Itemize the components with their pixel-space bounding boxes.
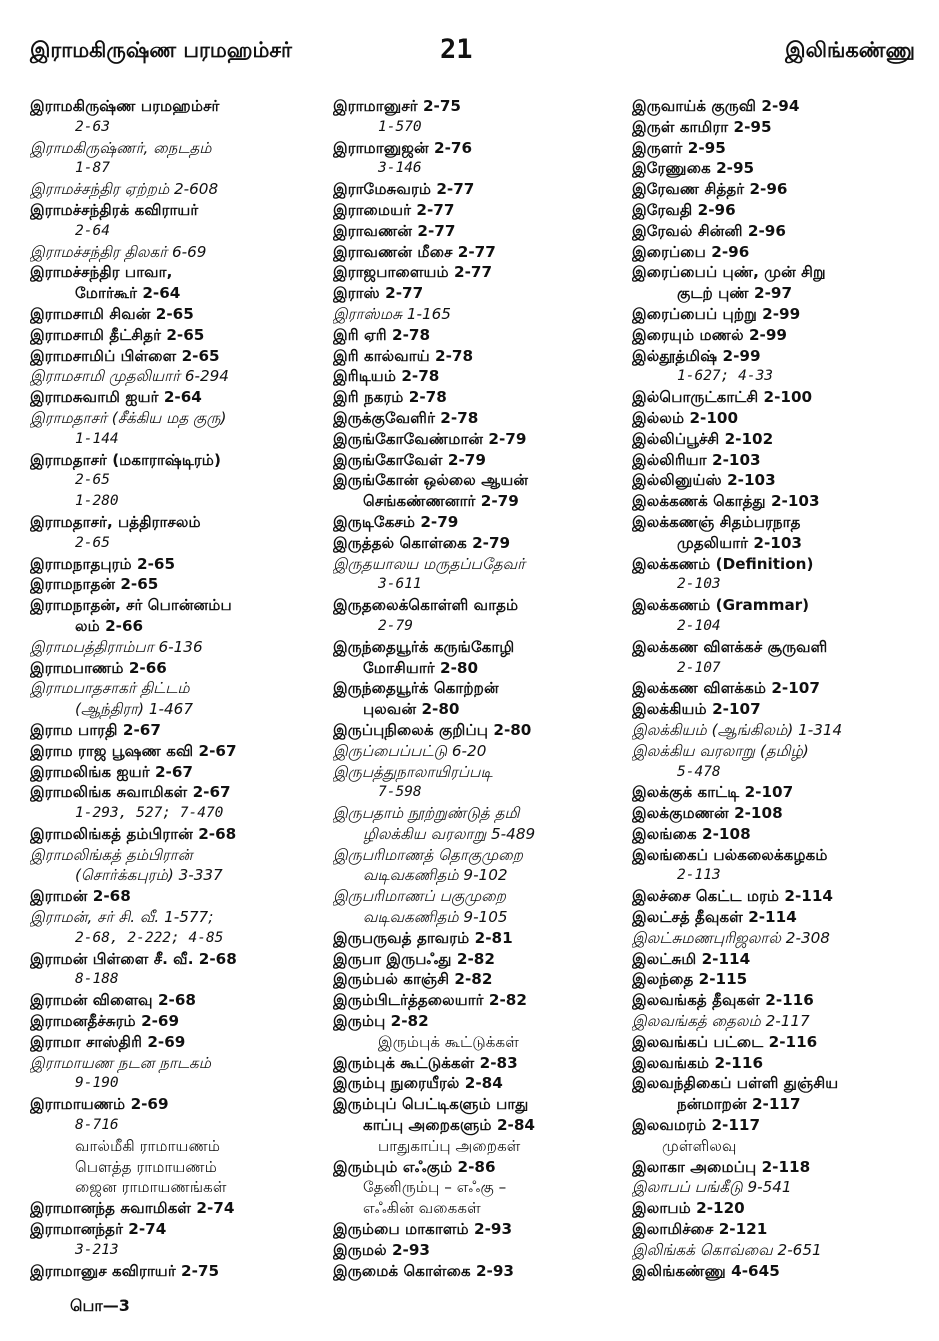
index-line: 2-104: [677, 617, 721, 634]
running-head-last-entry: இலிங்கண்ணு: [785, 38, 915, 62]
index-column-3: [632, 96, 932, 1281]
index-line: மோர்கூர் 2-64: [75, 284, 181, 303]
index-line: இராமசாமி முதலியார் 6-294: [30, 367, 229, 386]
index-line: இலக்கியம் 2-107: [632, 700, 761, 719]
index-line: 1-87: [75, 160, 110, 177]
index-line: இல்பொருட்காட்சி 2-100: [632, 388, 813, 407]
index-line: 2-68, 2-222; 4-85: [75, 929, 224, 946]
index-line: இரும்பிடர்த்தலையார் 2-82: [333, 991, 527, 1010]
index-line: இரேவதி 2-96: [632, 200, 736, 219]
index-line: இருங்கோன் ஒல்லை ஆயன்: [333, 471, 529, 490]
index-column-2: [333, 96, 633, 1281]
index-line: இராமானந்தர் 2-74: [30, 1220, 167, 1239]
index-line: இருந்தையூர்க் கொற்றன்: [333, 679, 499, 698]
index-line: இராமகிருஷ்ண பரமஹம்சர்: [30, 97, 220, 115]
index-line: இலக்குக் காட்டி 2-107: [632, 783, 794, 802]
index-line: இருக்குவேளிர் 2-78: [333, 408, 479, 427]
index-line: இருப்புநிலைக் குறிப்பு 2-80: [333, 720, 532, 739]
index-line: இராமச்சந்திர திலகர் 6-69: [30, 242, 207, 261]
index-line: இராஸ்மசு 1-165: [333, 304, 451, 323]
index-line: இரும்புக் கூட்டுக்கள்: [378, 1032, 519, 1051]
index-line: (ஆந்திரா) 1-467: [75, 700, 193, 719]
index-line: இலவங்கத் தைலம் 2-117: [632, 1012, 810, 1031]
index-line: இராமச்சந்திர பாவா,: [30, 263, 173, 282]
index-line: முதலியார் 2-103: [677, 533, 802, 552]
index-column-1: [30, 96, 330, 1281]
index-line: இருடிகேசம் 2-79: [333, 512, 459, 531]
index-line: 2-103: [677, 576, 721, 593]
index-line: (சொர்க்கபுரம்) 3-337: [75, 866, 223, 885]
index-line: இராமானந்த சுவாமிகள் 2-74: [30, 1199, 235, 1218]
index-line: இராமபாதசாகர் திட்டம்: [30, 679, 190, 698]
index-line: இராமச்சந்திர ஏற்றம் 2-608: [30, 180, 219, 199]
index-line: இரும்பு 2-82: [333, 1012, 429, 1031]
index-line: இலிங்கக் கொவ்வை 2-651: [632, 1240, 822, 1259]
index-line: ஜைன ராமாயணங்கள்: [75, 1178, 227, 1197]
index-line: இராமலிங்கத் தம்பிரான் 2-68: [30, 824, 237, 843]
index-line: பாதுகாப்பு அறைகள்: [378, 1136, 521, 1155]
index-line: இராமையர் 2-77: [333, 200, 455, 219]
index-line: இராமலிங்க சுவாமிகள் 2-67: [30, 783, 231, 802]
index-line: இரையும் மணல் 2-99: [632, 325, 787, 344]
index-line: இலாபம் 2-120: [632, 1199, 745, 1218]
index-line: இருபா இருபஃது 2-82: [333, 949, 495, 968]
index-line: வடிவகணிதம் 9-105: [363, 908, 508, 927]
index-line: 2-65: [75, 472, 110, 489]
index-line: 8-188: [75, 971, 119, 988]
index-line: இராமாயணம் 2-69: [30, 1095, 169, 1114]
index-line: குடற் புண் 2-97: [677, 284, 793, 303]
index-line: இராமதாசர் (சீக்கிய மத குரு): [30, 408, 227, 427]
index-line: இலக்கண விளக்கம் 2-107: [632, 679, 820, 698]
index-line: இருங்கோவேள் 2-79: [333, 450, 486, 469]
index-line: இலக்கண விளக்கச் சூருவளி: [632, 637, 828, 656]
index-line: லம் 2-66: [75, 616, 144, 635]
index-line: இருளர் 2-95: [632, 138, 726, 157]
index-line: இலவங்கப் பட்டை 2-116: [632, 1032, 818, 1051]
index-line: இராமன், சர் சி. வீ. 1-577;: [30, 908, 214, 927]
index-line: இருதயாலய மருதப்பதேவர்: [333, 554, 526, 573]
index-line: செங்கண்ணனார் 2-79: [363, 492, 519, 511]
index-line: இரும்பல் காஞ்சி 2-82: [333, 970, 493, 989]
index-line: இராஸ் 2-77: [333, 284, 424, 303]
index-line: இராமச்சந்திரக் கவிராயர்: [30, 200, 199, 219]
index-line: இராமானுஜன் 2-76: [333, 138, 473, 157]
index-line: இராமன் 2-68: [30, 887, 131, 906]
index-line: இலந்தை 2-115: [632, 970, 748, 989]
index-line: பௌத்த ராமாயணம்: [75, 1157, 217, 1176]
index-line: 3-213: [75, 1241, 119, 1258]
index-line: புலவன் 2-80: [363, 700, 460, 719]
index-line: 1-570: [378, 118, 422, 135]
index-line: இருந்தையூர்க் கருங்கோழி: [333, 637, 515, 656]
index-line: இராமலிங்கத் தம்பிரான்: [30, 845, 193, 864]
index-line: எஃகின் வகைகள்: [363, 1199, 481, 1218]
index-line: இலவங்கத் தீவுகள் 2-116: [632, 991, 814, 1010]
index-line: இராமசுவாமி ஐயர் 2-64: [30, 388, 202, 407]
index-line: 9-190: [75, 1075, 119, 1092]
index-line: இலவமரம் 2-117: [632, 1116, 761, 1135]
index-line: இரும்பும் எஃகும் 2-86: [333, 1157, 496, 1176]
index-line: இராமானுசர் 2-75: [333, 97, 461, 115]
index-line: 2-113: [677, 867, 721, 884]
index-line: தேனிரும்பு – எஃகு –: [363, 1178, 507, 1197]
index-line: இராஜபாளையம் 2-77: [333, 263, 493, 282]
index-line: இரும்பை மாகாளம் 2-93: [333, 1220, 513, 1239]
index-line: இராமன் விளைவு 2-68: [30, 991, 196, 1010]
index-line: நன்மாறன் 2-117: [677, 1095, 801, 1114]
index-line: இருப்பைப்பட்டு 6-20: [333, 741, 487, 760]
index-line: இரி ஏரி 2-78: [333, 325, 431, 344]
index-line: இருமைக் கொள்கை 2-93: [333, 1261, 514, 1280]
index-line: 1-144: [75, 430, 119, 447]
index-line: இரிடியம் 2-78: [333, 367, 440, 386]
index-line: 1-627; 4-33: [677, 368, 774, 385]
index-line: இல்லம் 2-100: [632, 408, 739, 427]
index-line: 1-280: [75, 493, 119, 510]
index-line: இராமநாதன், சர் பொன்னம்ப: [30, 596, 232, 615]
index-line: 2-79: [378, 617, 413, 634]
index-line: 8-716: [75, 1117, 119, 1134]
index-line: முள்ளிலவு: [662, 1136, 737, 1155]
index-line: இராமநாதன் 2-65: [30, 575, 159, 594]
running-head-first-entry: இராமகிருஷ்ண பரமஹம்சர்: [30, 38, 292, 62]
index-line: 2-107: [677, 659, 721, 676]
index-line: 2-63: [75, 118, 110, 135]
index-line: இரைப்பைப் புண், முன் சிறு: [632, 263, 826, 282]
index-line: இலவங்கம் 2-116: [632, 1053, 764, 1072]
index-line: இலக்கியம் (ஆங்கிலம்) 1-314: [632, 720, 843, 739]
index-line: இலங்கைப் பல்கலைக்கழகம்: [632, 845, 828, 864]
index-line: இராமதாசர் (மகாராஷ்டிரம்): [30, 450, 221, 469]
index-line: இருதலைக்கொள்ளி வாதம்: [333, 596, 519, 615]
index-line: இராமதாசர், பத்திராசலம்: [30, 512, 201, 531]
index-line: இலட்சுமி 2-114: [632, 949, 751, 968]
index-line: இராமனதீச்சுரம் 2-69: [30, 1012, 180, 1031]
index-line: இலக்கிய வரலாறு (தமிழ்): [632, 741, 809, 760]
index-line: இராமசாமிப் பிள்ளை 2-65: [30, 346, 220, 365]
index-line: இரைப்பை 2-96: [632, 242, 750, 261]
index-line: 7-598: [378, 784, 422, 801]
index-line: இல்லிரியா 2-103: [632, 450, 761, 469]
signature-mark: பொ—3: [70, 1296, 130, 1315]
index-line: இரும்பு நுரையீரல் 2-84: [333, 1074, 503, 1093]
index-line: இருபதாம் நூற்றுண்டுத் தமி: [333, 804, 520, 823]
index-line: வால்மீகி ராமாயணம்: [75, 1136, 221, 1155]
index-line: இரும்புக் கூட்டுக்கள் 2-83: [333, 1053, 518, 1072]
index-line: இரேவண சித்தர் 2-96: [632, 180, 788, 199]
index-line: இலக்குமணன் 2-108: [632, 804, 783, 823]
index-line: இராமகிருஷ்ணர், நைடதம்: [30, 138, 212, 157]
index-line: இராமபத்திராம்பா 6-136: [30, 637, 203, 656]
index-line: இலட்சுமணபுரிஜலால் 2-308: [632, 928, 830, 947]
index-line: இராவணன் 2-77: [333, 221, 456, 240]
index-line: இராமசாமி தீட்சிதர் 2-65: [30, 325, 205, 344]
index-line: 2-64: [75, 222, 110, 239]
index-line: 3-146: [378, 160, 422, 177]
index-line: இராமபாணம் 2-66: [30, 658, 167, 677]
page-header: [0, 34, 939, 72]
index-line: இருபரிமாணத் தொகுமுறை: [333, 845, 523, 864]
index-line: இரேணுகை 2-95: [632, 159, 755, 178]
index-line: இலச்சை கெட்ட மரம் 2-114: [632, 887, 834, 906]
page-number: 21: [440, 34, 473, 65]
index-line: காப்பு அறைகளும் 2-84: [363, 1116, 535, 1135]
index-line: 1-293, 527; 7-470: [75, 805, 224, 822]
index-line: இராமானுச கவிராயர் 2-75: [30, 1261, 220, 1280]
index-line: இராமா சாஸ்திரி 2-69: [30, 1032, 186, 1051]
index-line: இல்தூத்மிஷ் 2-99: [632, 346, 761, 365]
index-line: இராமாயண நடன நாடகம்: [30, 1053, 211, 1072]
index-line: இரும்புப் பெட்டிகளும் பாது: [333, 1095, 529, 1114]
index-line: இலக்கணம் (Definition): [632, 554, 814, 573]
index-line: இராமன் பிள்ளை சீ. வீ. 2-68: [30, 949, 237, 968]
index-line: இலக்கணக் கொத்து 2-103: [632, 492, 820, 511]
index-line: இருத்தல் கொள்கை 2-79: [333, 533, 511, 552]
index-line: இராமேசுவரம் 2-77: [333, 180, 475, 199]
index-line: இலங்கை 2-108: [632, 824, 751, 843]
index-line: இலட்சத் தீவுகள் 2-114: [632, 908, 797, 927]
index-line: வடிவகணிதம் 9-102: [363, 866, 508, 885]
index-line: இல்லிப்பூச்சி 2-102: [632, 429, 774, 448]
index-line: 5-478: [677, 763, 721, 780]
index-line: இலக்கணஞ் சிதம்பரநாத: [632, 512, 801, 531]
index-line: 2-65: [75, 534, 110, 551]
index-line: இராமநாதபுரம் 2-65: [30, 554, 176, 573]
index-line: இருபருவத் தாவரம் 2-81: [333, 928, 513, 947]
index-line: இருவாய்க் குருவி 2-94: [632, 97, 800, 115]
index-line: இரி நகரம் 2-78: [333, 388, 447, 407]
index-line: இருபரிமாணப் பகுமுறை: [333, 887, 506, 906]
index-line: இருங்கோவேண்மான் 2-79: [333, 429, 527, 448]
index-line: இலாபப் பங்கீடு 9-541: [632, 1178, 792, 1197]
index-line: இலாகா அமைப்பு 2-118: [632, 1157, 811, 1176]
index-line: இராம பாரதி 2-67: [30, 720, 161, 739]
index-line: இலக்கணம் (Grammar): [632, 596, 810, 615]
index-line: இராம ராஜ பூஷண கவி 2-67: [30, 741, 237, 760]
index-line: இலாமிச்சை 2-121: [632, 1220, 768, 1239]
index-line: ழிலக்கிய வரலாறு 5-489: [363, 824, 536, 843]
index-line: மோசியார் 2-80: [363, 658, 479, 677]
index-line: இலிங்கண்ணு 4-645: [632, 1261, 780, 1280]
index-line: இரேவல் சின்னி 2-96: [632, 221, 786, 240]
index-line: இரி கால்வாய் 2-78: [333, 346, 474, 365]
index-line: இராமலிங்க ஐயர் 2-67: [30, 762, 193, 781]
index-line: இலவந்திகைப் பள்ளி துஞ்சிய: [632, 1074, 839, 1093]
index-line: 3-611: [378, 576, 422, 593]
index-line: இருபத்துநாலாயிரப்படி: [333, 762, 493, 781]
index-line: இருமல் 2-93: [333, 1240, 430, 1259]
index-line: இரைப்பைப் புற்று 2-99: [632, 304, 801, 323]
index-line: இல்லினுய்ஸ் 2-103: [632, 471, 776, 490]
index-line: இராவணன் மீசை 2-77: [333, 242, 496, 261]
index-line: இருள் காமிரா 2-95: [632, 117, 772, 136]
index-line: இராமசாமி சிவன் 2-65: [30, 304, 194, 323]
